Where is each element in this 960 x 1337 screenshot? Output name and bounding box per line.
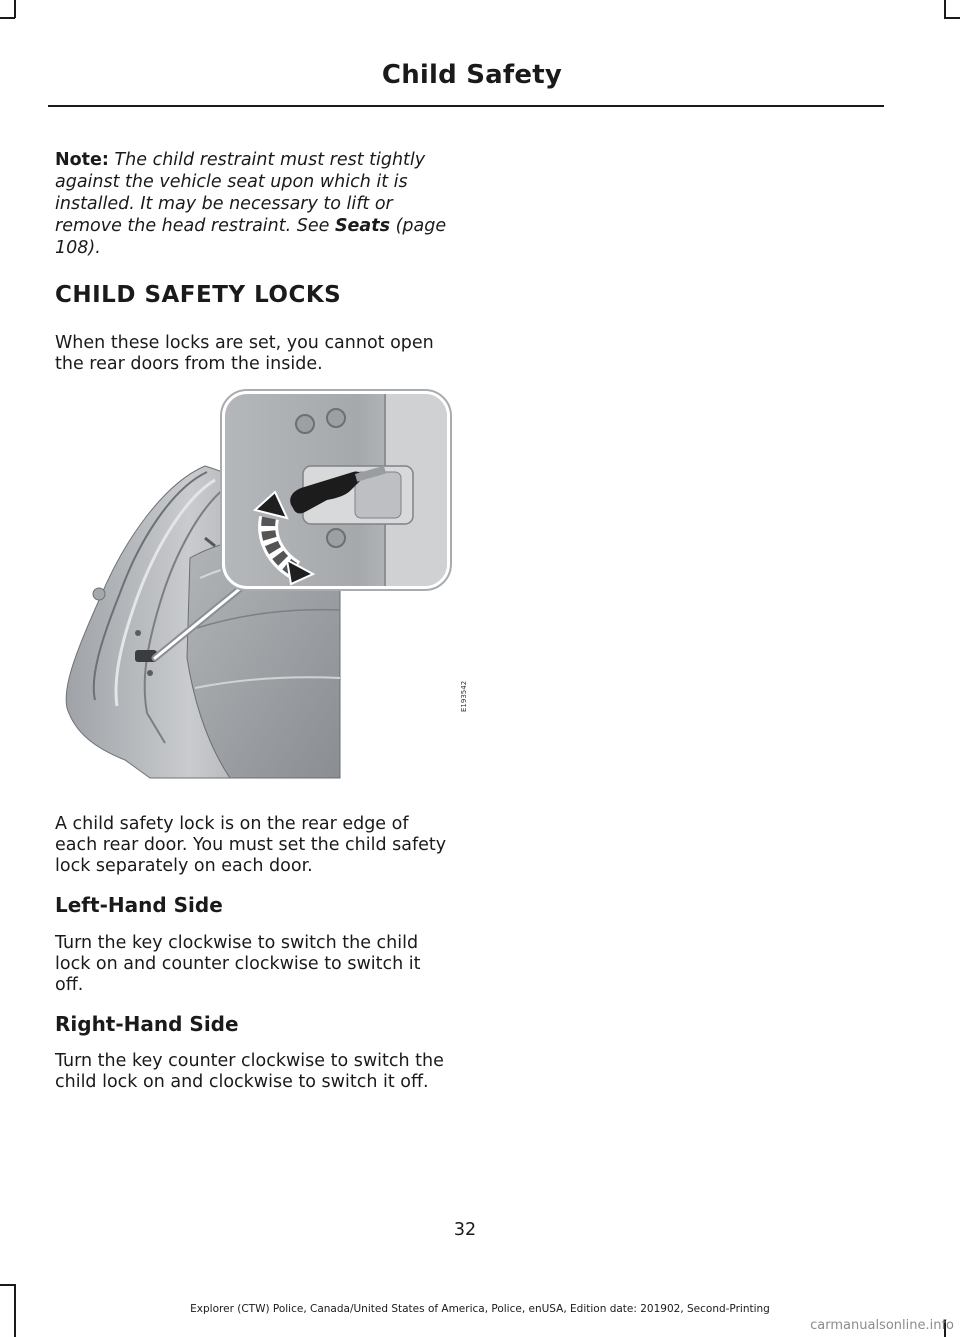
note-text: The child restraint must rest tightly against the vehicle seat upon which it is installed. It may be necessary to lift or remove the head restraint. See [55,150,426,236]
note-label: Note: [55,150,109,170]
left-hand-side-paragraph: Turn the key clockwise to switch the child lock on and counter clockwise to switch it off. [55,933,421,995]
title-rule [48,105,884,107]
child-lock-detail-inset [221,390,451,590]
note-paragraph [55,149,450,259]
crop-mark [944,0,946,18]
edition-footer: Explorer (CTW) Police, Canada/United States of America, Police, enUSA, Edition date: 201902, Second-Printing [190,1303,770,1315]
section-heading: CHILD SAFETY LOCKS [55,282,342,308]
intro-paragraph: When these locks are set, you cannot open the rear doors from the inside. [55,333,434,374]
note-page-ref: (page 108). [55,216,447,258]
page-title: Child Safety [381,60,562,90]
seats-reference-link[interactable]: Seats [334,216,391,236]
child-lock-illustration [55,388,452,783]
left-hand-side-heading: Left-Hand Side [55,893,223,917]
watermark: carmanualsonline.info [810,1318,954,1333]
page-number: 32 [453,1220,477,1240]
crop-mark [0,17,15,19]
crop-mark [0,1284,15,1286]
crop-mark [944,17,960,19]
right-hand-side-heading: Right-Hand Side [55,1012,239,1036]
right-hand-side-paragraph: Turn the key counter clockwise to switch the child lock on and clockwise to switch it off. [55,1051,444,1092]
figure-code: E193542 [460,680,468,712]
crop-mark [14,0,16,18]
location-paragraph: A child safety lock is on the rear edge of each rear door. You must set the child safety lock separately on each door. [55,814,447,876]
